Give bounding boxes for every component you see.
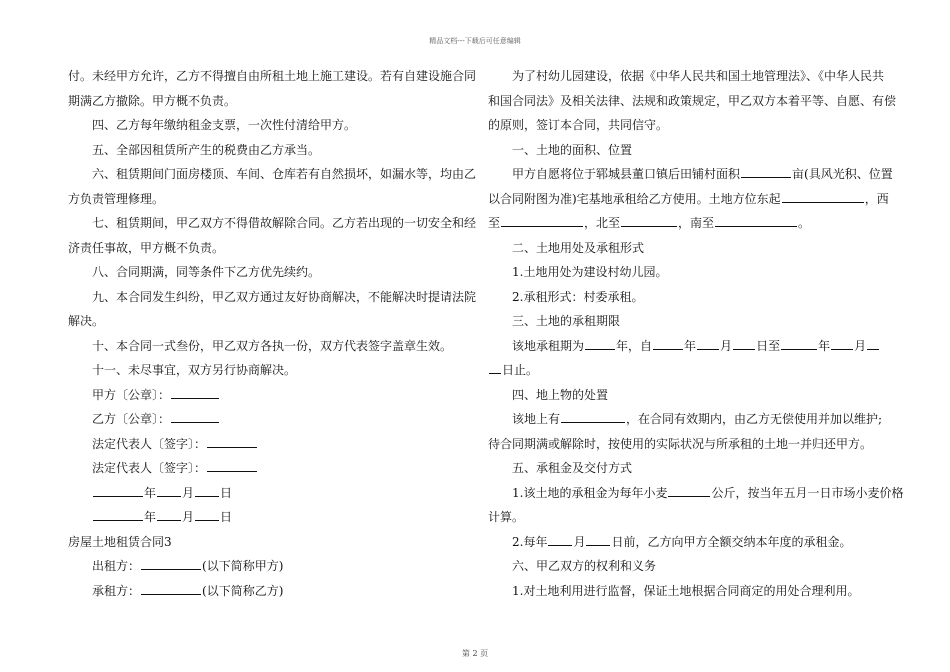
- section-heading: [488, 383, 898, 408]
- blank-field: [157, 507, 181, 521]
- blank-field: [741, 164, 791, 178]
- party-a-seal-line: [68, 383, 478, 408]
- clause-4: [68, 113, 478, 138]
- text-span: (以下简称乙方): [202, 583, 284, 598]
- lessor-line: [68, 554, 478, 579]
- text-span: 2.每年: [512, 534, 548, 549]
- left-text-column: [68, 64, 478, 603]
- text-span: 方负责管理修理。: [68, 191, 165, 206]
- text-span: 房屋土地租赁合同3: [68, 534, 172, 549]
- text-span: 九、本合同发生纠纷，甲乙双方通过友好协商解决，不能解决时提请法院: [92, 289, 477, 304]
- page-header-note: 精品文档---下载后可任意编辑: [429, 37, 521, 45]
- blank-field: [195, 483, 219, 497]
- paragraph-line: [488, 89, 898, 114]
- paragraph-line: [488, 113, 898, 138]
- blank-field: [93, 483, 143, 497]
- clause-9: [68, 285, 478, 310]
- text-span: 计算。: [488, 510, 525, 524]
- text-span: 四、地上物的处置: [512, 387, 609, 402]
- text-span: 至: [488, 216, 501, 230]
- section-heading: [488, 138, 898, 163]
- section-heading: [488, 236, 898, 261]
- blank-field: [195, 507, 219, 521]
- blank-field: [733, 336, 755, 350]
- blank-field: [93, 507, 143, 521]
- lessee-line: [68, 579, 478, 604]
- text-span: 亩(具风光积、位置: [792, 167, 893, 181]
- blank-field: [585, 336, 615, 350]
- text-span: 日: [220, 510, 233, 524]
- paragraph-line: [488, 505, 898, 530]
- text-span: 济责任事故，甲方概不负责。: [68, 240, 225, 255]
- text-span: 。: [798, 216, 811, 230]
- text-span: 1.土地用处为建设村幼儿园。: [512, 265, 668, 279]
- text-span: 期满乙方撤除。甲方概不负责。: [68, 93, 237, 108]
- text-span: 月: [182, 485, 195, 500]
- blank-field: [501, 213, 583, 227]
- text-span: 年: [818, 338, 831, 353]
- blank-field: [548, 532, 572, 546]
- text-span: 1.该土地的承租金为每年小麦: [512, 485, 668, 500]
- text-span: 年: [144, 510, 157, 524]
- blank-field: [867, 336, 879, 350]
- blank-field: [715, 213, 797, 227]
- blank-field: [561, 409, 625, 423]
- text-span: 十一、未尽事宜，双方另行协商解决。: [92, 363, 297, 377]
- clause-7: [68, 211, 478, 236]
- paragraph-line: [68, 64, 478, 89]
- text-span: 出租方：: [92, 559, 141, 573]
- date-line: [68, 505, 478, 530]
- paragraph-line: [488, 481, 904, 506]
- text-span: 和国合同法》及相关法律、法规和政策规定，甲乙双方本着平等、自愿、有偿: [488, 93, 897, 108]
- paragraph-line: [68, 187, 478, 212]
- text-span: 为了村幼儿园建设，依据《中华人民共和国土地管理法》、《中华人民共: [512, 69, 885, 83]
- section-heading: [488, 554, 898, 579]
- blank-field: [207, 458, 257, 472]
- blank-field: [141, 581, 201, 595]
- text-span: 五、全部因租赁所产生的税费由乙方承当。: [92, 142, 321, 157]
- clause-6: [68, 162, 478, 187]
- text-span: ，西: [864, 191, 889, 206]
- text-span: 月: [720, 338, 733, 353]
- paragraph-line: [68, 309, 478, 334]
- paragraph-line: [488, 334, 898, 359]
- text-span: 甲方〔公章〕：: [92, 387, 171, 402]
- clause-8: [68, 260, 478, 285]
- text-span: 六、甲乙双方的权利和义务: [512, 559, 657, 573]
- paragraph-line: [488, 579, 898, 604]
- blank-field: [782, 189, 864, 203]
- blank-field: [586, 532, 610, 546]
- text-span: 法定代表人〔签字〕：: [92, 436, 207, 451]
- right-text-column: [488, 64, 904, 603]
- text-span: ，在合同有效期内，由乙方无偿使用并加以维护;: [626, 412, 883, 426]
- text-span: 年，自: [616, 338, 653, 353]
- blank-field: [697, 336, 719, 350]
- blank-field: [489, 360, 501, 374]
- blank-field: [653, 336, 683, 350]
- text-span: 日止。: [502, 363, 539, 377]
- blank-field: [171, 385, 219, 399]
- text-span: 该地承租期为: [512, 338, 585, 353]
- page-number: 第 2 页: [461, 649, 489, 658]
- blank-field: [207, 434, 257, 448]
- paragraph-line: [488, 285, 898, 310]
- text-span: 八、合同期满，同等条件下乙方优先续约。: [92, 265, 321, 279]
- paragraph-line: [488, 432, 898, 457]
- text-span: 承租方：: [92, 583, 141, 598]
- text-span: ，南至: [678, 216, 715, 230]
- legal-rep-signature-line: [68, 456, 478, 481]
- blank-field: [668, 483, 710, 497]
- text-span: 月: [182, 510, 195, 524]
- text-span: 解决。: [68, 314, 105, 328]
- text-span: 法定代表人〔签字〕：: [92, 461, 207, 475]
- clause-11: [68, 358, 478, 383]
- text-span: 1.对土地利用进行监督，保证土地根据合同商定的用处合理利用。: [512, 583, 860, 598]
- text-span: 公斤，按当年五月一日市场小麦价格: [711, 485, 904, 500]
- clause-10: [68, 334, 478, 359]
- text-span: 年: [684, 338, 697, 353]
- blank-field: [141, 556, 201, 570]
- clause-5: [68, 138, 478, 163]
- contract-title: [68, 530, 478, 555]
- blank-field: [831, 336, 853, 350]
- text-span: 日至: [756, 338, 781, 353]
- text-span: 该地上有: [512, 412, 561, 426]
- party-b-seal-line: [68, 407, 478, 432]
- paragraph-line: [488, 530, 898, 555]
- text-span: 以合同附图为准)宅基地承租给乙方使用。土地方位东起: [488, 191, 781, 206]
- text-span: (以下简称甲方): [202, 559, 284, 573]
- paragraph-line: [488, 211, 898, 236]
- text-span: 月: [573, 534, 586, 549]
- text-span: 七、租赁期间，甲乙双方不得借故解除合同。乙方若出现的一切安全和经: [92, 216, 477, 230]
- text-span: 二、土地用处及承租形式: [512, 240, 645, 255]
- text-span: 日: [220, 485, 233, 500]
- blank-field: [781, 336, 817, 350]
- date-line: [68, 481, 478, 506]
- paragraph-line: [488, 260, 898, 285]
- text-span: 五、承租金及交付方式: [512, 461, 633, 475]
- paragraph-line: [488, 187, 898, 212]
- blank-field: [157, 483, 181, 497]
- paragraph-line: [488, 407, 898, 432]
- text-span: 六、租赁期间门面房楼顶、车间、仓库若有自然损坏，如漏水等，均由乙: [92, 167, 477, 181]
- text-span: 四、乙方每年缴纳租金支票，一次性付清给甲方。: [92, 118, 357, 132]
- text-span: 待合同期满或解除时，按使用的实际状况与所承租的土地一并归还甲方。: [488, 436, 873, 451]
- paragraph-line: [488, 64, 898, 89]
- paragraph-line: [488, 358, 898, 383]
- text-span: 甲方自愿将位于郓城县董口镇后田铺村面积: [512, 167, 741, 181]
- text-span: 乙方〔公章〕：: [92, 412, 171, 426]
- blank-field: [621, 213, 677, 227]
- text-span: 三、土地的承租期限: [512, 314, 621, 328]
- text-span: ，北至: [584, 216, 621, 230]
- paragraph-line: [68, 236, 478, 261]
- legal-rep-signature-line: [68, 432, 478, 457]
- text-span: 年: [144, 485, 157, 500]
- section-heading: [488, 309, 898, 334]
- text-span: 日前，乙方向甲方全额交纳本年度的承租金。: [611, 534, 852, 549]
- text-span: 付。未经甲方允许，乙方不得擅自由所租土地上施工建设。若有自建设施合同: [68, 69, 477, 83]
- text-span: 十、本合同一式叁份，甲乙双方各执一份，双方代表签字盖章生效。: [92, 338, 453, 353]
- paragraph-line: [488, 162, 898, 187]
- blank-field: [171, 409, 219, 423]
- text-span: 的原则，签订本合同，共同信守。: [488, 118, 669, 132]
- text-span: 2.承租形式：村委承租。: [512, 289, 644, 304]
- text-span: 月: [854, 338, 867, 353]
- section-heading: [488, 456, 898, 481]
- text-span: 一、土地的面积、位置: [512, 142, 633, 157]
- paragraph-line: [68, 89, 478, 114]
